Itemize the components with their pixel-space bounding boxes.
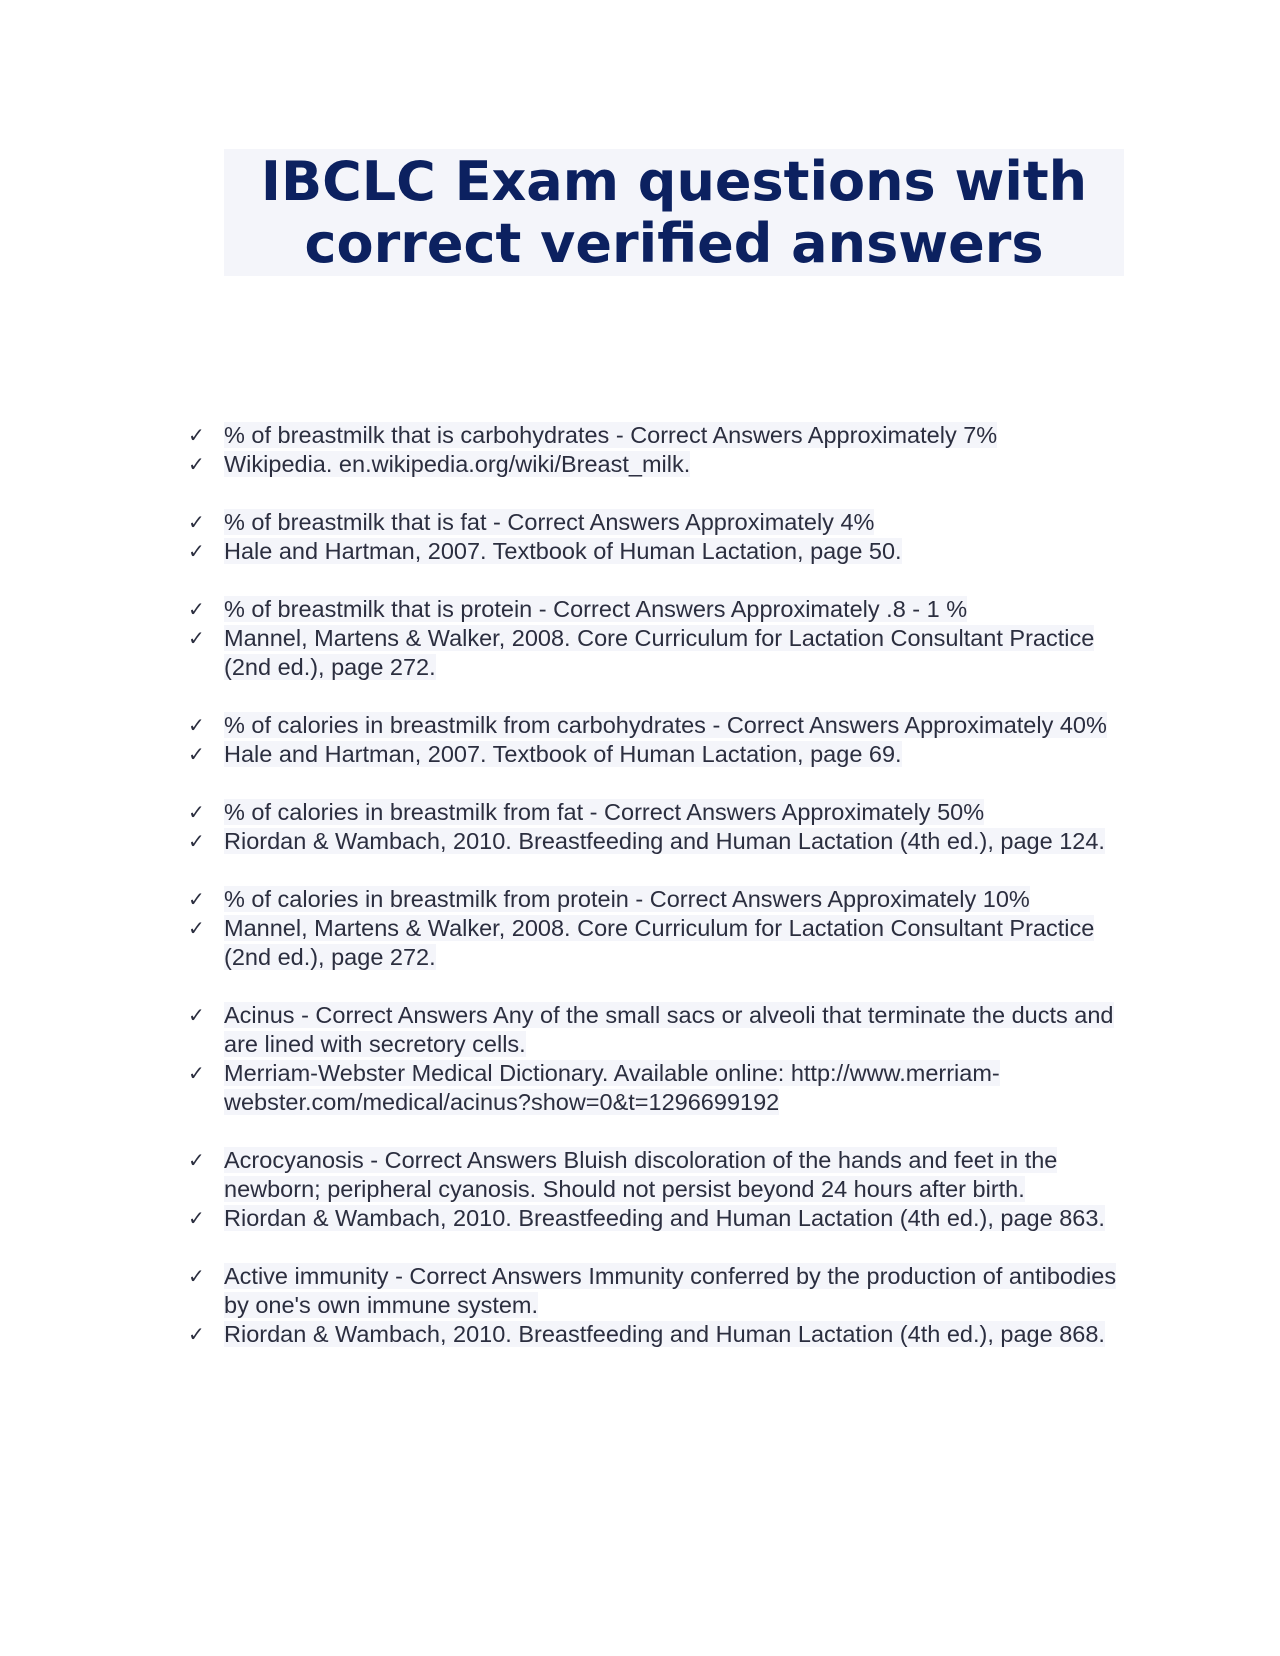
qa-item — [188, 1262, 1128, 1349]
checkmark-icon: ✓ — [188, 713, 205, 737]
source-text: Hale and Hartman, 2007. Textbook of Human Lactation, page 69. — [224, 741, 902, 767]
source-line — [188, 450, 1128, 479]
question-text: Acrocyanosis - Correct Answers Bluish discoloration of the hands and feet in the newborn; peripheral cyanosis. Should not persist beyond 24 hours after birth. — [224, 1147, 1058, 1202]
source-line — [188, 537, 1128, 566]
question-text: % of breastmilk that is carbohydrates - Correct Answers Approximately 7% — [224, 422, 998, 448]
qa-item — [188, 508, 1128, 566]
checkmark-icon: ✓ — [188, 1148, 205, 1172]
checkmark-icon: ✓ — [188, 452, 205, 476]
checkmark-icon: ✓ — [188, 742, 205, 766]
question-line — [188, 1262, 1128, 1320]
question-line — [188, 508, 1128, 537]
checkmark-icon: ✓ — [188, 539, 205, 563]
source-text: Wikipedia. en.wikipedia.org/wiki/Breast_milk. — [224, 451, 691, 477]
document-title — [224, 149, 1124, 276]
source-text: Hale and Hartman, 2007. Textbook of Human Lactation, page 50. — [224, 538, 902, 564]
question-line — [188, 798, 1128, 827]
title-line-2: correct verified answers — [304, 211, 1044, 275]
checkmark-icon: ✓ — [188, 510, 205, 534]
question-text: % of breastmilk that is protein - Correct Answers Approximately .8 - 1 % — [224, 596, 968, 622]
checkmark-icon: ✓ — [188, 597, 205, 621]
qa-item — [188, 1001, 1128, 1117]
source-text: Mannel, Martens & Walker, 2008. Core Curriculum for Lactation Consultant Practice (2nd ed.), page 272. — [224, 915, 1095, 970]
source-line — [188, 914, 1128, 972]
checkmark-icon: ✓ — [188, 423, 205, 447]
question-text: % of calories in breastmilk from carbohydrates - Correct Answers Approximately 40% — [224, 712, 1107, 738]
qa-item — [188, 1146, 1128, 1233]
source-line — [188, 1059, 1128, 1117]
question-line — [188, 1001, 1128, 1059]
qa-list — [188, 421, 1128, 1378]
source-text: Riordan & Wambach, 2010. Breastfeeding and Human Lactation (4th ed.), page 124. — [224, 828, 1105, 854]
source-text: Riordan & Wambach, 2010. Breastfeeding and Human Lactation (4th ed.), page 868. — [224, 1321, 1105, 1347]
question-line — [188, 885, 1128, 914]
source-text: Merriam-Webster Medical Dictionary. Available online: http://www.merriam-webster.com/medical/acinus?show=0&t=1296699192 — [224, 1060, 1000, 1115]
checkmark-icon: ✓ — [188, 626, 205, 650]
source-line — [188, 624, 1128, 682]
checkmark-icon: ✓ — [188, 1206, 205, 1230]
question-line — [188, 595, 1128, 624]
checkmark-icon: ✓ — [188, 1322, 205, 1346]
question-line — [188, 421, 1128, 450]
question-line — [188, 1146, 1128, 1204]
checkmark-icon: ✓ — [188, 829, 205, 853]
question-text: % of calories in breastmilk from fat - Correct Answers Approximately 50% — [224, 799, 985, 825]
question-line — [188, 711, 1128, 740]
checkmark-icon: ✓ — [188, 800, 205, 824]
checkmark-icon: ✓ — [188, 887, 205, 911]
question-text: Acinus - Correct Answers Any of the small sacs or alveoli that terminate the ducts and are lined with secretory cells. — [224, 1002, 1114, 1057]
qa-item — [188, 885, 1128, 972]
source-line — [188, 1204, 1128, 1233]
qa-item — [188, 421, 1128, 479]
source-line — [188, 827, 1128, 856]
title-line-1: IBCLC Exam questions with — [260, 149, 1088, 213]
qa-item — [188, 595, 1128, 682]
question-text: % of calories in breastmilk from protein - Correct Answers Approximately 10% — [224, 886, 1030, 912]
source-line — [188, 1320, 1128, 1349]
checkmark-icon: ✓ — [188, 1061, 205, 1085]
source-line — [188, 740, 1128, 769]
qa-item — [188, 798, 1128, 856]
checkmark-icon: ✓ — [188, 1003, 205, 1027]
checkmark-icon: ✓ — [188, 1264, 205, 1288]
checkmark-icon: ✓ — [188, 916, 205, 940]
question-text: % of breastmilk that is fat - Correct Answers Approximately 4% — [224, 509, 875, 535]
source-text: Riordan & Wambach, 2010. Breastfeeding and Human Lactation (4th ed.), page 863. — [224, 1205, 1105, 1231]
question-text: Active immunity - Correct Answers Immunity conferred by the production of antibodies by one's own immune system. — [224, 1263, 1117, 1318]
source-text: Mannel, Martens & Walker, 2008. Core Curriculum for Lactation Consultant Practice (2nd ed.), page 272. — [224, 625, 1095, 680]
qa-item — [188, 711, 1128, 769]
